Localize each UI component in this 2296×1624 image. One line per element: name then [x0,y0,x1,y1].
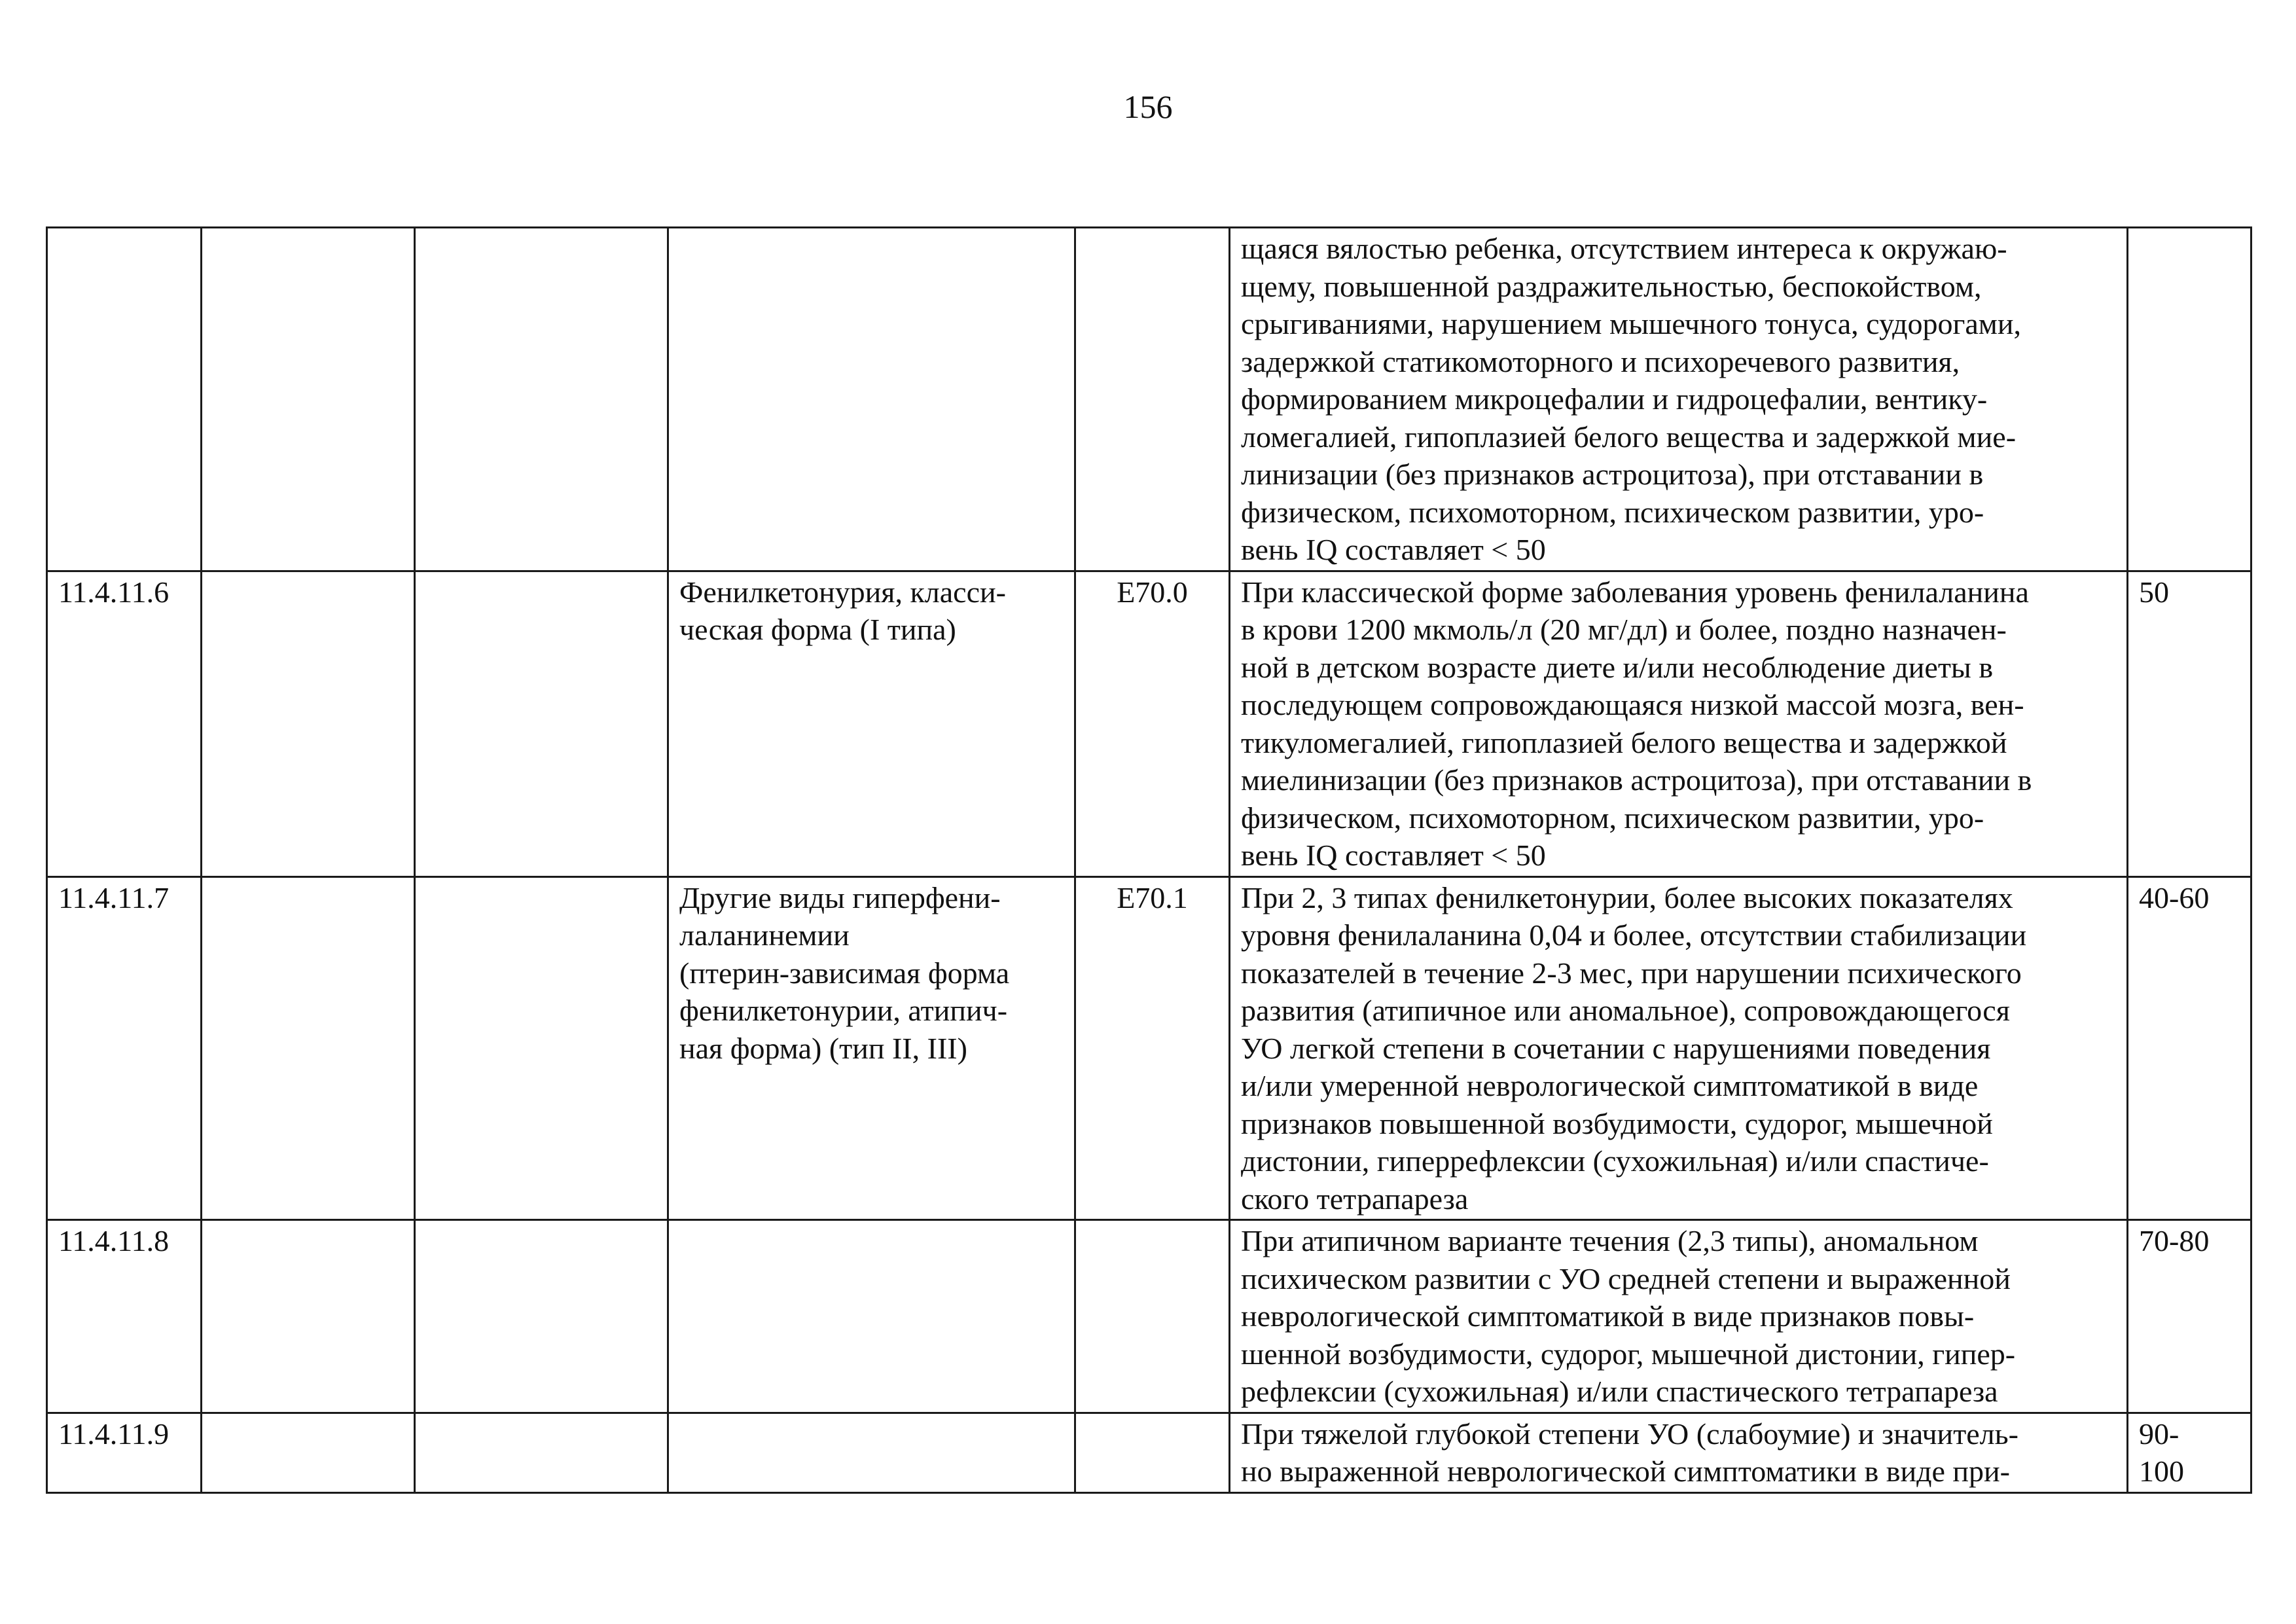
description-cell: При 2, 3 типах фенилкетонурии, более высоких показателях уровня фенилаланина 0,04 и более, отсутствии стабилизации показателей в течение 2-3 мес, при нарушении психического развития (атипичное или аномальное), сопровождающегося УО легкой степени в сочетании с нарушениями поведения и/или умеренной неврологической симптоматикой в виде признаков повышенной возбудимости, судорог, мышечной дистонии, гиперрефлексии (сухожильная) и/или спастиче- ского тетрапареза [1230,876,2128,1220]
empty-cell [202,228,415,571]
table-row [47,876,2251,1220]
empty-cell [415,571,668,876]
item-number-cell: 11.4.11.6 [47,571,202,876]
empty-cell [202,1413,415,1492]
description-cell: При тяжелой глубокой степени УО (слабоумие) и значитель- но выраженной неврологической симптоматики в виде при- [1230,1413,2128,1492]
icd-code-cell [1075,1413,1230,1492]
condition-name-cell [668,228,1075,571]
condition-name-cell [668,1220,1075,1413]
table-row [47,228,2251,571]
table-row [47,1413,2251,1492]
empty-cell [415,876,668,1220]
table-row [47,1220,2251,1413]
condition-name-cell: Фенилкетонурия, класси- ческая форма (I типа) [668,571,1075,876]
condition-name-cell [668,1413,1075,1492]
percentage-cell: 50 [2128,571,2251,876]
table-row [47,571,2251,876]
icd-code-cell [1075,228,1230,571]
empty-cell [415,228,668,571]
item-number-cell: 11.4.11.7 [47,876,202,1220]
empty-cell [202,571,415,876]
empty-cell [202,1220,415,1413]
description-cell: щаяся вялостью ребенка, отсутствием интереса к окружаю- щему, повышенной раздражительностью, беспокойством, срыгиваниями, нарушением мышечного тонуса, судорогами, задержкой статикомоторного и психоречевого развития, формированием микроцефалии и гидроцефалии, вентику- ломегалией, гипоплазией белого вещества и задержкой мие- линизации (без признаков астроцитоза), при отставании в физическом, психомоторном, психическом развитии, уро- вень IQ составляет < 50 [1230,228,2128,571]
icd-code-cell [1075,1220,1230,1413]
percentage-cell [2128,228,2251,571]
percentage-cell: 90- 100 [2128,1413,2251,1492]
criteria-table [46,226,2252,1494]
description-cell: При атипичном варианте течения (2,3 типы), аномальном психическом развитии с УО средней степени и выраженной неврологической симптоматикой в виде признаков повы- шенной возбудимости, судорог, мышечной дистонии, гипер- рефлексии (сухожильная) и/или спастического тетрапареза [1230,1220,2128,1413]
item-number-cell: 11.4.11.9 [47,1413,202,1492]
condition-name-cell: Другие виды гиперфени- лаланинемии (птерин-зависимая форма фенилкетонурии, атипич- ная форма) (тип II, III) [668,876,1075,1220]
empty-cell [415,1220,668,1413]
description-cell: При классической форме заболевания уровень фенилаланина в крови 1200 мкмоль/л (20 мг/дл) и более, поздно назначен- ной в детском возрасте диете и/или несоблюдение диеты в последующем сопровождающаяся низкой массой мозга, вен- тикуломегалией, гипоплазией белого вещества и задержкой миелинизации (без признаков астроцитоза), при отставании в физическом, психомоторном, психическом развитии, уро- вень IQ составляет < 50 [1230,571,2128,876]
item-number-cell [47,228,202,571]
empty-cell [415,1413,668,1492]
percentage-cell: 40-60 [2128,876,2251,1220]
empty-cell [202,876,415,1220]
percentage-cell: 70-80 [2128,1220,2251,1413]
icd-code-cell: E70.0 [1075,571,1230,876]
page-number: 156 [1123,88,1173,125]
item-number-cell: 11.4.11.8 [47,1220,202,1413]
icd-code-cell: E70.1 [1075,876,1230,1220]
